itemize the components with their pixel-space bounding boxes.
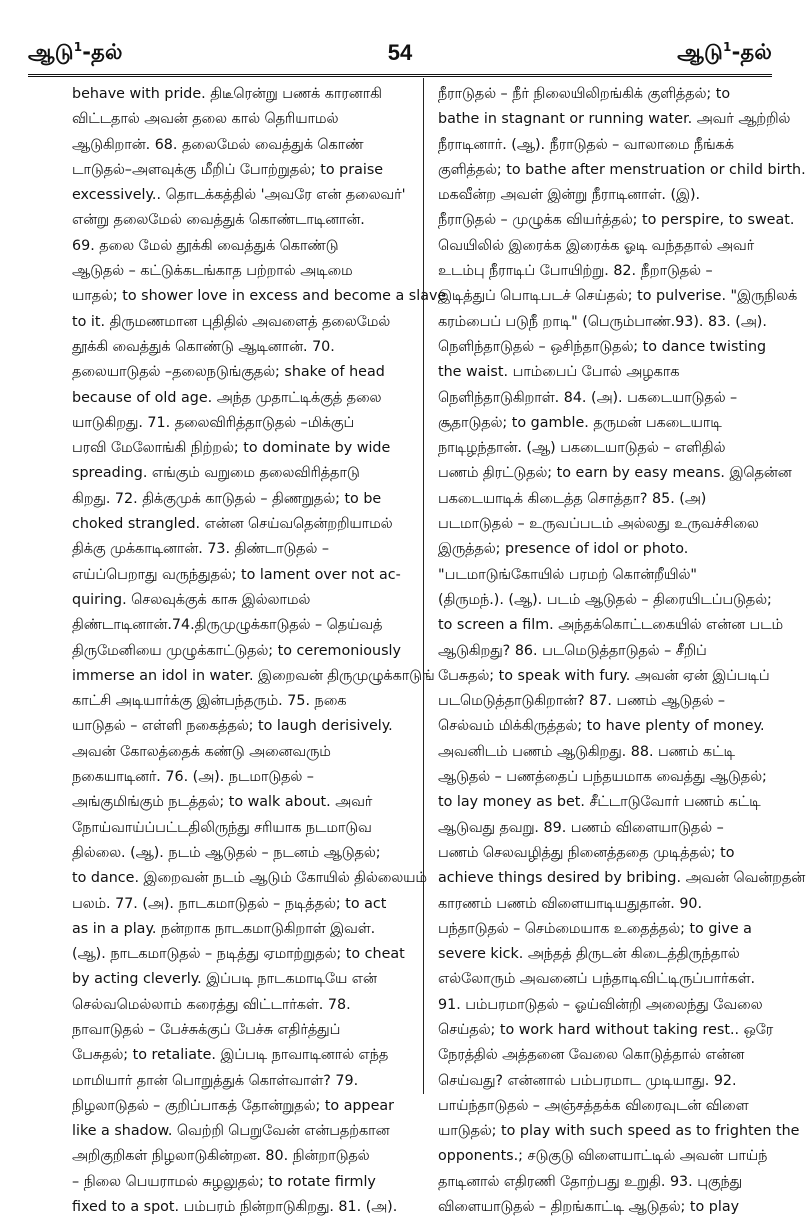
text-line: நீராடுதல் – முழுக்க வியர்த்தல்; to perspire, to sweat. <box>438 212 795 229</box>
text-line: செய்வது? என்னால் பம்பரமாட முடியாது. 92. <box>438 1072 737 1089</box>
text-line: ஆடுதல் – கட்டுக்கடங்காத பற்றால் அடிமை <box>72 263 353 280</box>
text-line: செய்தல்; to work hard without taking rest.. ஒரே <box>438 1021 774 1038</box>
text-line: மாமியார் தான் பொறுத்துக் கொள்வாள்? 79. <box>72 1072 359 1089</box>
text-line: அவன் கோலத்தைக் கண்டு அனைவரும் <box>72 743 331 760</box>
text-line: எல்லோரும் அவனைப் பந்தாடிவிட்டிருப்பார்கள். <box>438 971 756 988</box>
text-line: பலம். 77. (அ). நாடகமாடுதல் – நடித்தல்; to act <box>72 895 387 912</box>
text-line: எய்ப்பெறாது வருந்துதல்; to lament over not ac- <box>72 566 401 583</box>
text-line: opponents.; சடுகுடு விளையாட்டில் அவன் பாய்ந் <box>438 1148 768 1165</box>
text-line: – நிலை பெயராமல் சுழலுதல்; to rotate firmly <box>72 1173 376 1190</box>
text-line: விட்டதால் அவன் தலை கால் தெரியாமல் <box>72 111 339 128</box>
text-line: நோய்வாய்ப்பட்டதிலிருந்து சரியாக நடமாடுவ <box>72 819 372 836</box>
text-line: "படமாடுங்கோயில் பரமற் கொன்றீயில்" <box>438 566 697 583</box>
text-line: ஆடுகிறது? 86. படமெடுத்தாடுதல் – சீறிப் <box>438 642 707 659</box>
text-line: யாடுதல்; to play with such speed as to frighten the <box>438 1123 800 1140</box>
header-rule <box>28 74 772 77</box>
text-line: பகடையாடிக் கிடைத்த சொத்தா? 85. (அ) <box>438 490 707 507</box>
text-line: மகவீன்ற அவள் இன்று நீராடினாள். (இ). <box>438 187 701 204</box>
text-line: இருத்தல்; presence of idol or photo. <box>438 541 689 558</box>
text-line: bathe in stagnant or running water. அவர் ஆற்றில் <box>438 111 791 128</box>
text-line: நிழலாடுதல் – குறிப்பாகத் தோன்றுதல்; to appear <box>72 1097 395 1114</box>
text-line: செல்வம் மிக்கிருத்தல்; to have plenty of money. <box>438 718 765 735</box>
left-column <box>72 82 447 1216</box>
text-line: to dance. இறைவன் நடம் ஆடும் கோயில் தில்லையம் <box>72 870 427 887</box>
text-line: spreading. எங்கும் வறுமை தலைவிரித்தாடு <box>72 465 360 482</box>
text-line: தூக்கி வைத்துக் கொண்டு ஆடினான். 70. <box>72 338 335 355</box>
text-line: அங்குமிங்கும் நடத்தல்; to walk about. அவர் <box>72 794 373 811</box>
text-line: தில்லை. (ஆ). நடம் ஆடுதல் – நடனம் ஆடுதல்; <box>72 844 381 861</box>
text-line: காரணம் பணம் விளையாடியதுதான். 90. <box>438 895 703 912</box>
text-line: குளித்தல்; to bathe after menstruation or child birth. <box>438 161 806 178</box>
right-column <box>438 82 806 1216</box>
right-running-headword: ஆடு$^1$-தல் <box>677 40 772 64</box>
text-line: to screen a film. அந்தக்கொட்டகையில் என்ன படம் <box>438 617 783 634</box>
text-line: யாடுகிறது. 71. தலைவிரித்தாடுதல் –மிக்குப் <box>72 414 355 431</box>
text-line: excessively.. தொடக்கத்தில் 'அவரே என் தலைவர்' <box>72 187 406 204</box>
text-line: தலையாடுதல் –தலைநடுங்குதல்; shake of head <box>72 364 385 381</box>
text-line: திருமேனியை முழுக்காட்டுதல்; to ceremoniously <box>72 642 401 659</box>
text-line: 69. தலை மேல் தூக்கி வைத்துக் கொண்டு <box>72 237 339 254</box>
text-line: immerse an idol in water. இறைவன் திருமுழுக்காடுங் <box>72 667 435 684</box>
text-line: யாடுதல் – எள்ளி நகைத்தல்; to laugh derisively. <box>72 718 393 735</box>
text-line: நீராடுதல் – நீர் நிலையிலிறங்கிக் குளித்தல்; to <box>438 86 731 102</box>
text-line: திக்கு முக்காடினான். 73. திண்டாடுதல் – <box>72 541 329 558</box>
text-line: கரம்பைப் படுநீ றாடி" (பெரும்பாண்.93). 83. (அ). <box>438 313 767 330</box>
text-line: கிறது. 72. திக்குமுக் காடுதல் – திணறுதல்; to be <box>72 490 382 507</box>
text-line: நேரத்தில் அத்தனை வேலை கொடுத்தால் என்ன <box>438 1047 745 1064</box>
text-line: நாடிழந்தான். (ஆ) பகடையாடுதல் – எளிதில் <box>438 440 726 457</box>
text-line: like a shadow. வெற்றி பெறுவேன் என்பதற்கான <box>72 1123 390 1140</box>
text-line: பரவி மேலோங்கி நிற்றல்; to dominate by wide <box>72 440 391 457</box>
text-line: (ஆ). நாடகமாடுதல் – நடித்து ஏமாற்றுதல்; to cheat <box>72 946 405 963</box>
left-running-headword: ஆடு$^1$-தல் <box>28 40 123 64</box>
text-line: the waist. பாம்பைப் போல் அழகாக <box>438 364 680 381</box>
text-line: அவனிடம் பணம் ஆடுகிறது. 88. பணம் கட்டி <box>438 743 735 760</box>
text-line: படமாடுதல் – உருவப்படம் அல்லது உருவச்சிலை <box>438 516 759 533</box>
text-line: பணம் திரட்டுதல்; to earn by easy means. இதென்ன <box>438 465 792 482</box>
text-line: பேசுதல்; to speak with fury. அவன் ஏன் இப்படிப் <box>438 667 770 684</box>
text-line: choked strangled. என்ன செய்வதென்றறியாமல் <box>72 516 393 533</box>
text-line: ஆடுவது தவறு. 89. பணம் விளையாடுதல் – <box>438 819 724 836</box>
text-line: தாடினால் எதிரணி தோற்பது உறுதி. 93. புகுந்து <box>438 1173 743 1190</box>
text-line: fixed to a spot. பம்பரம் நின்றாடுகிறது. 81. (அ). <box>72 1199 398 1216</box>
text-line: behave with pride. திடீரென்று பணக் காரனாகி <box>72 86 382 102</box>
text-line: வெயிலில் இரைக்க இரைக்க ஓடி வந்ததால் அவர் <box>438 237 755 254</box>
text-line: (திருமந்.). (ஆ). படம் ஆடுதல் – திரையிடப்படுதல்; <box>438 591 772 608</box>
text-line: to it. திருமணமான புதிதில் அவளைத் தலைமேல் <box>72 313 391 330</box>
text-line: காட்சி அடியார்க்கு இன்பந்தரும். 75. நகை <box>72 693 347 710</box>
text-line: நெளிந்தாடுகிறாள். 84. (அ). பகடையாடுதல் – <box>438 389 738 406</box>
column-divider <box>423 78 424 1094</box>
text-line: விளையாடுதல் – திறங்காட்டி ஆடுதல்; to play <box>438 1199 740 1216</box>
text-line: நாவாடுதல் – பேச்சுக்குப் பேச்சு எதிர்த்துப் <box>72 1021 341 1038</box>
text-line: because of old age. அந்த முதாட்டிக்குத் தலை <box>72 389 382 406</box>
text-line: யாதல்; to shower love in excess and become a slave <box>72 288 447 305</box>
text-line: by acting cleverly. இப்படி நாடகமாடியே என் <box>72 971 377 988</box>
page-number: 54 <box>387 40 413 65</box>
text-line: இடித்துப் பொடிபடச் செய்தல்; to pulverise. "இருநிலக் <box>438 288 798 305</box>
text-line: அறிகுறிகள் நிழலாடுகின்றன. 80. நின்றாடுதல் <box>72 1148 370 1165</box>
text-line: பாய்ந்தாடுதல் – அஞ்சத்தக்க விரைவுடன் விளை <box>438 1097 749 1114</box>
text-line: பணம் செலவழித்து நினைத்ததை முடித்தல்; to <box>438 844 735 861</box>
text-line: திண்டாடினான்.74.திருமுழுக்காடுதல் – தெய்வத் <box>72 617 383 634</box>
text-line: as in a play. நன்றாக நாடகமாடுகிறாள் இவள். <box>72 920 376 937</box>
text-line: 91. பம்பரமாடுதல் – ஓய்வின்றி அலைந்து வேலை <box>438 996 763 1013</box>
text-line: ஆடுகிறான். 68. தலைமேல் வைத்துக் கொண் <box>72 136 364 153</box>
text-line: படமெடுத்தாடுகிறான்? 87. பணம் ஆடுதல் – <box>438 693 726 710</box>
text-line: உடம்பு நீராடிப் போயிற்று. 82. நீறாடுதல் – <box>438 263 713 280</box>
text-line: நகையாடினர். 76. (அ). நடமாடுதல் – <box>72 769 314 786</box>
text-line: நெளிந்தாடுதல் – ஒசிந்தாடுதல்; to dance twisting <box>438 338 767 355</box>
text-line: to lay money as bet. சீட்டாடுவோர் பணம் கட்டி <box>438 794 761 811</box>
page-header <box>28 40 772 72</box>
text-line: நீராடினார். (ஆ). நீராடுதல் – வாலாமை நீங்கக் <box>438 136 734 153</box>
text-line: செல்வமெல்லாம் கரைத்து விட்டார்கள். 78. <box>72 996 351 1013</box>
text-line: சூதாடுதல்; to gamble. தருமன் பகடையாடி <box>438 414 722 431</box>
text-line: என்று தலைமேல் வைத்துக் கொண்டாடினான். <box>72 212 365 229</box>
text-line: பந்தாடுதல் – செம்மையாக உதைத்தல்; to give a <box>438 920 752 937</box>
text-line: ஆடுதல் – பணத்தைப் பந்தயமாக வைத்து ஆடுதல்; <box>438 769 767 786</box>
text-line: severe kick. அந்தத் திருடன் கிடைத்திருந்தால் <box>438 946 740 963</box>
text-line: achieve things desired by bribing. அவன் வென்றதன் <box>438 870 806 887</box>
text-line: டாடுதல்–அளவுக்கு மீறிப் போற்றுதல்; to praise <box>72 161 384 178</box>
text-line: பேசுதல்; to retaliate. இப்படி நாவாடினால் எந்த <box>72 1047 389 1064</box>
text-line: quiring. செலவுக்குக் காசு இல்லாமல் <box>72 591 311 608</box>
